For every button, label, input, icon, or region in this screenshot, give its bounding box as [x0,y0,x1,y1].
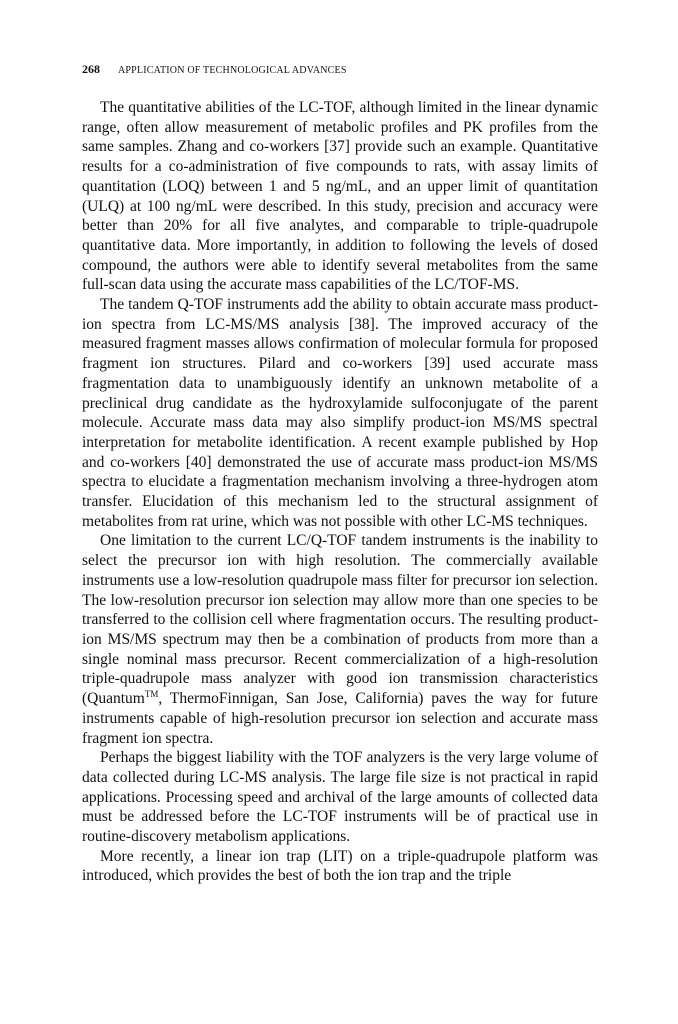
paragraph-3-text-a: One limitation to the current LC/Q-TOF tandem instruments is the inability to select the precursor ion with high resolution. The commercially available instruments use a low-resolution quadrupole mass filter for precursor ion selection. The low-resolution precursor ion selection may allow more than one species to be transferred to the collision cell where fragmentation occurs. The resulting product-ion MS/MS spectrum may then be a combination of products from more than a single nominal mass precursor. Recent commercialization of a high-resolution triple-quadrupole mass analyzer with good ion transmission characteristics (Quantum [82,532,598,708]
paragraph-3 [82,531,598,748]
page-number: 268 [82,62,100,76]
paragraph-3-text-b: , ThermoFinnigan, San Jose, California) paves the way for future instruments capable of high-resolution precursor ion selection and accurate mass fragment ion spectra. [82,690,598,747]
book-page [82,62,598,886]
body-text [82,98,598,886]
running-title: APPLICATION OF TECHNOLOGICAL ADVANCES [118,65,347,76]
trademark-superscript: TM [144,688,159,699]
paragraph-4: Perhaps the biggest liability with the TOF analyzers is the very large volume of data collected during LC-MS analysis. The large file size is not practical in rapid applications. Processing speed and archival of the large amounts of collected data must be addressed before the LC-TOF instruments will be of practical use in routine-discovery metabolism applications. [82,749,598,846]
running-head [82,62,598,84]
paragraph-2: The tandem Q-TOF instruments add the ability to obtain accurate mass product-ion spectra from LC-MS/MS analysis [38]. The improved accuracy of the measured fragment masses allows confirmation of molecular formula for proposed fragment ion structures. Pilard and co-workers [39] used accurate mass fragmentation data to unambiguously identify an unknown metabolite of a preclinical drug candidate as the hydroxylamide sulfoconjugate of the parent molecule. Accurate mass data may also simplify product-ion MS/MS spectral interpretation for metabolite identification. A recent example published by Hop and co-workers [40] demonstrated the use of accurate mass product-ion MS/MS spectra to elucidate a fragmentation mechanism involving a three-hydrogen atom transfer. Elucidation of this mechanism led to the structural assignment of metabolites from rat urine, which was not possible with other LC-MS techniques. [82,296,598,530]
paragraph-5: More recently, a linear ion trap (LIT) on a triple-quadrupole platform was introduced, which provides the best of both the ion trap and the triple [82,847,598,885]
paragraph-1: The quantitative abilities of the LC-TOF, although limited in the linear dynamic range, often allow measurement of metabolic profiles and PK profiles from the same samples. Zhang and co-workers [37] provide such an example. Quantitative results for a co-administration of five compounds to rats, with assay limits of quantitation (LOQ) between 1 and 5 ng/mL, and an upper limit of quantitation (ULQ) at 100 ng/mL were described. In this study, precision and accuracy were better than 20% for all five analytes, and comparable to triple-quadrupole quantitative data. More importantly, in addition to following the levels of dosed compound, the authors were able to identify several metabolites from the same full-scan data using the accurate mass capabilities of the LC/TOF-MS. [82,99,598,294]
